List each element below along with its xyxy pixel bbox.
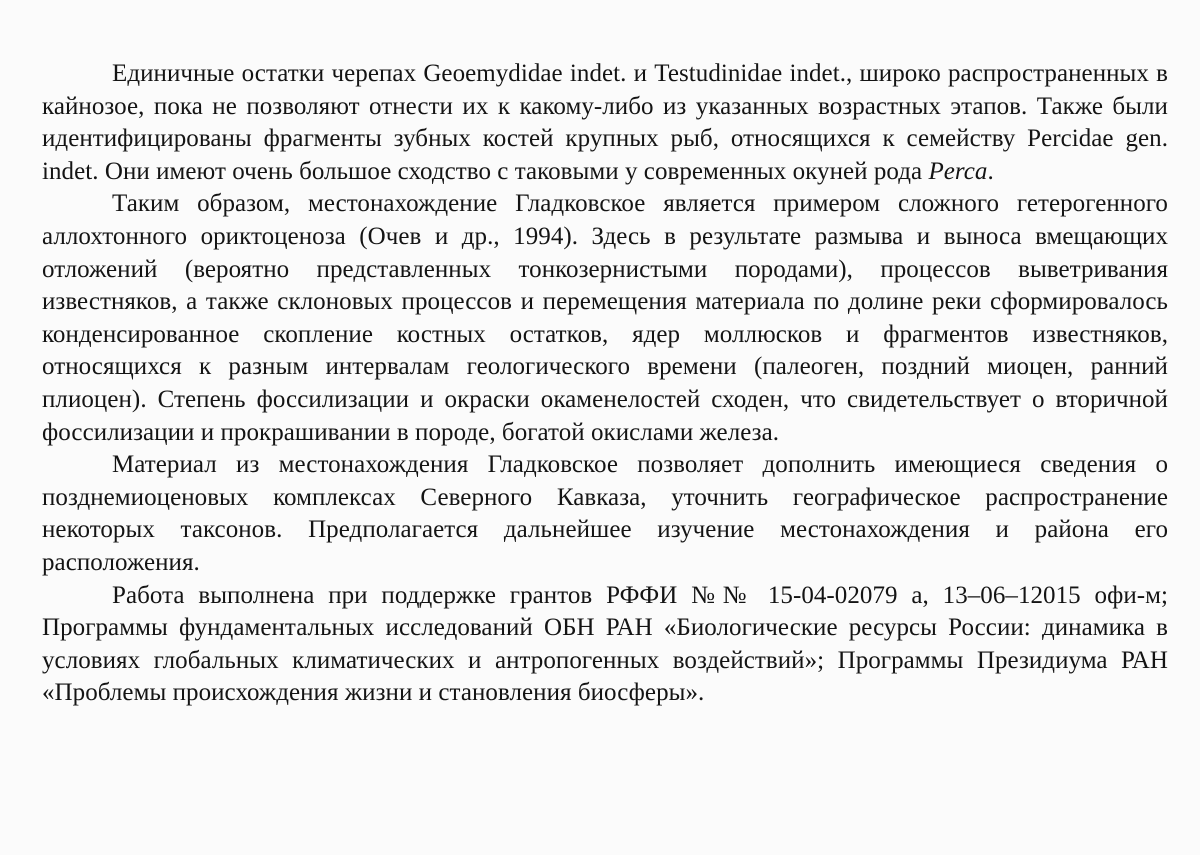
genus-name-perca: Perca: [928, 157, 988, 185]
paragraph-material-significance: Материал из местонахождения Гладковское позволяет дополнить имеющиеся сведения о позднемиоценовых комплексах Северного Кавказа, уточнить географическое распространение некоторых таксонов. Предполагается дальнейшее изучение местонахождения и района его расположения.: [42, 451, 1168, 576]
paragraph-end-punctuation: .: [987, 157, 994, 185]
paragraph-oryctocenosis: Таким образом, местонахождение Гладковское является примером сложного гетерогенного аллохтонного ориктоценоза (Очев и др., 1994). Здесь в результате размыва и выноса вмещающих отложений (вероятно представленных тонкозернистыми породами), процессов выветривания известняков, а также склоновых процессов и перемещения материала по долине реки сформировалось конденсированное скопление костных остатков, ядер моллюсков и фрагментов известняков, относящихся к разным интервалам геологического времени (палеоген, поздний миоцен, ранний плиоцен). Степень фоссилизации и окраски окаменелостей сходен, что свидетельствует о вторичной фоссилизации и прокрашивании в породе, богатой окислами железа.: [42, 190, 1168, 446]
paragraph-text: Единичные остатки черепах Geoemydidae indet. и Testudinidae indet., широко распространенных в кайнозое, пока не позволяют отнести их к какому-либо из указанных возрастных этапов. Также были идентифицированы фрагменты зубных костей крупных рыб, относящихся к семейству Percidae gen. indet. Они имеют очень большое сходство с таковыми у современных окуней рода: [42, 60, 1168, 185]
paragraph-acknowledgements: Работа выполнена при поддержке грантов РФФИ №№ 15-04-02079 а, 13–06–12015 офи-м; Программы фундаментальных исследований ОБН РАН «Биологические ресурсы России: динамика в условиях глобальных климатических и антропогенных воздействий»; Программы Президиума РАН «Проблемы происхождения жизни и становления биосферы».: [42, 581, 1168, 707]
paragraph-turtles-fish: [42, 58, 1168, 188]
body-text: [42, 58, 1168, 710]
